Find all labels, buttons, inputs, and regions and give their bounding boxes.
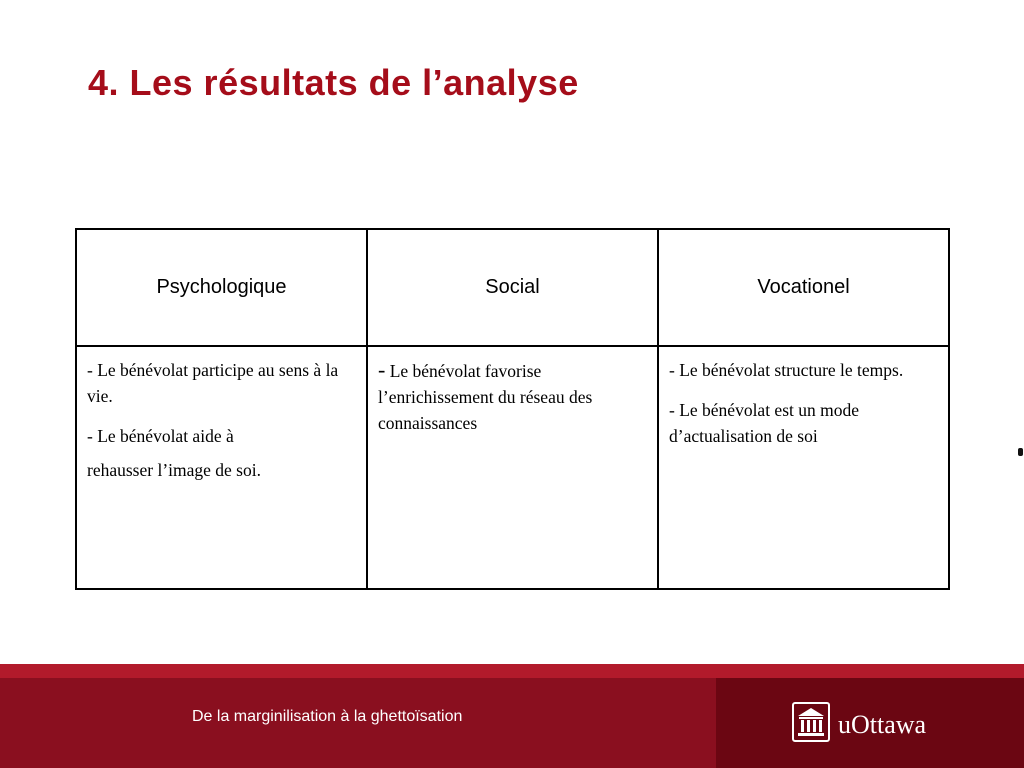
footer-caption: De la marginilisation à la ghettoïsation — [192, 708, 463, 725]
footer-stripe — [0, 664, 1024, 678]
social-item-1-text: Le bénévolat favorise l’enrichissement du réseau des connaissances — [378, 361, 593, 433]
stray-mark — [1018, 448, 1023, 456]
vocationel-item-2: - Le bénévolat est un mode d’actualisation de soi — [669, 400, 860, 446]
cell-social — [367, 346, 658, 589]
cell-vocationel — [658, 346, 949, 589]
uottawa-logo — [792, 702, 926, 747]
psychologique-item-2-line-2: rehausser l’image de soi. — [87, 460, 261, 480]
table-row — [76, 346, 949, 589]
column-header-psychologique: Psychologique — [76, 229, 367, 346]
university-building-icon — [792, 702, 830, 747]
slide-title: 4. Les résultats de l’analyse — [88, 62, 579, 103]
results-table — [75, 228, 950, 590]
table-header-row — [76, 229, 949, 346]
social-item-1 — [378, 357, 647, 436]
column-header-vocationel: Vocationel — [658, 229, 949, 346]
column-header-social: Social — [367, 229, 658, 346]
psychologique-item-2 — [87, 419, 356, 487]
vocationel-item-1: - Le bénévolat structure le temps. — [669, 360, 904, 380]
psychologique-item-1: - Le bénévolat participe au sens à la vie. — [87, 360, 339, 406]
uottawa-logo-text: uOttawa — [838, 709, 927, 739]
social-dash: - — [378, 357, 386, 382]
psychologique-item-2-line-1: - Le bénévolat aide à — [87, 426, 234, 446]
cell-psychologique — [76, 346, 367, 589]
